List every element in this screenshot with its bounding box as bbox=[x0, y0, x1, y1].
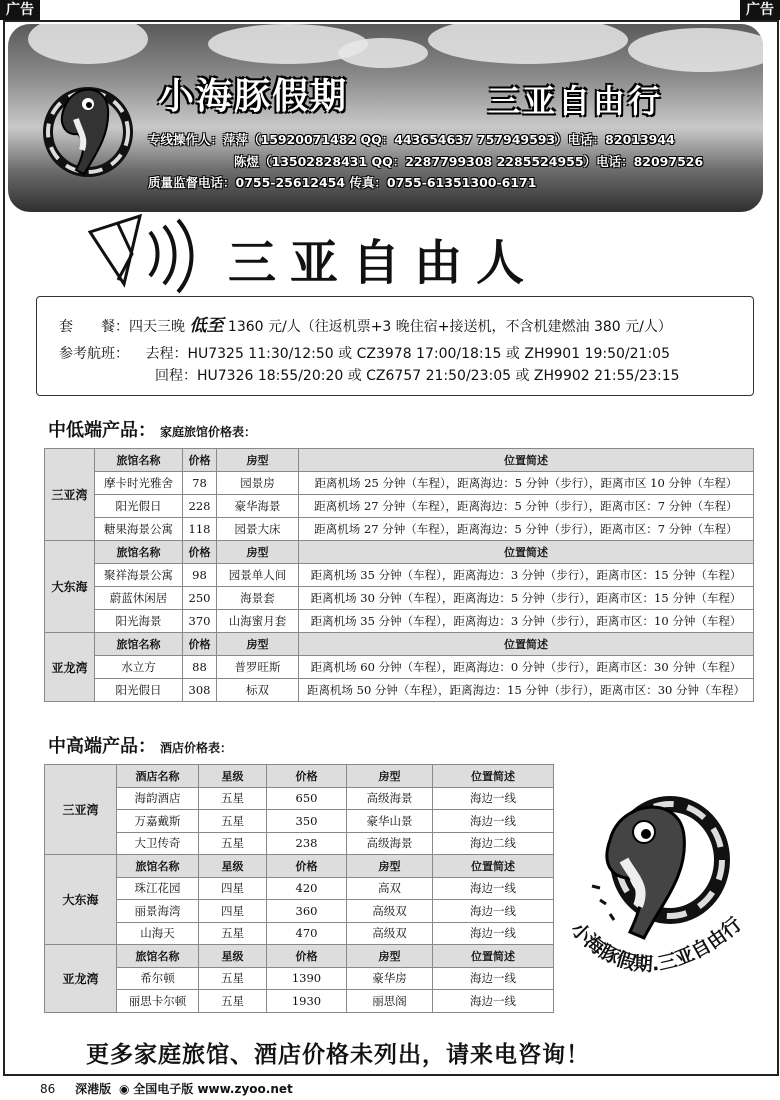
column-header: 星级 bbox=[199, 765, 267, 788]
table-cell: 距离机场 35 分钟（车程），距离海边：3 分钟（步行），距离市区：15 分钟（车程） bbox=[299, 564, 754, 587]
low-price-tag: 低至 bbox=[189, 316, 224, 336]
region-cell: 三亚湾 bbox=[45, 449, 95, 541]
column-header: 旅馆名称 bbox=[117, 855, 199, 878]
table-header-row bbox=[45, 541, 754, 564]
page-title: 三亚自由人 bbox=[228, 235, 539, 291]
table-cell: 山海蜜月套 bbox=[217, 610, 299, 633]
table-cell: 78 bbox=[183, 472, 217, 495]
table-cell: 希尔顿 bbox=[117, 967, 199, 990]
table-cell: 五星 bbox=[199, 810, 267, 833]
section-mid-low-sub: 家庭旅馆价格表： bbox=[160, 425, 257, 439]
table-cell: 糖果海景公寓 bbox=[95, 518, 183, 541]
table-cell: 距离机场 27 分钟（车程），距离海边：5 分钟（步行），距离市区：7 分钟（车程） bbox=[299, 518, 754, 541]
bottom-call-to-action: 更多家庭旅馆、酒店价格未列出，请来电咨询！ bbox=[86, 1042, 590, 1068]
table-cell: 高级双 bbox=[347, 922, 433, 945]
table-cell: 1930 bbox=[267, 990, 347, 1013]
table-row bbox=[45, 495, 754, 518]
megaphone-icon bbox=[88, 214, 198, 294]
table-cell: 距离机场 50 分钟（车程），距离海边：15 分钟（步行），距离市区：30 分钟（车程） bbox=[299, 679, 754, 702]
column-header: 位置简述 bbox=[433, 945, 554, 968]
table-cell: 距离机场 25 分钟（车程），距离海边：5 分钟（步行），距离市区 10 分钟（车程） bbox=[299, 472, 754, 495]
table-cell: 摩卡时光雅舍 bbox=[95, 472, 183, 495]
table-cell: 距离机场 27 分钟（车程），距离海边：5 分钟（步行），距离市区：7 分钟（车程） bbox=[299, 495, 754, 518]
column-header: 旅馆名称 bbox=[95, 633, 183, 656]
table-cell: 238 bbox=[267, 832, 347, 855]
site-label: 全国电子版 www.zyoo.net bbox=[133, 1082, 293, 1096]
table-cell: 228 bbox=[183, 495, 217, 518]
table-cell: 万嘉戴斯 bbox=[117, 810, 199, 833]
column-header: 房型 bbox=[347, 945, 433, 968]
table-cell: 豪华海景 bbox=[217, 495, 299, 518]
column-header: 位置简述 bbox=[299, 449, 754, 472]
header-banner bbox=[8, 24, 763, 212]
table-row bbox=[45, 810, 554, 833]
column-header: 房型 bbox=[217, 633, 299, 656]
column-header: 房型 bbox=[347, 855, 433, 878]
table-header-row bbox=[45, 855, 554, 878]
page-footer bbox=[40, 1080, 293, 1097]
section-mid-low-heading bbox=[48, 416, 256, 442]
table-header-row bbox=[45, 765, 554, 788]
table-cell: 高级双 bbox=[347, 900, 433, 923]
table-cell: 豪华山景 bbox=[347, 810, 433, 833]
table-row bbox=[45, 610, 754, 633]
column-header: 旅馆名称 bbox=[95, 449, 183, 472]
table-cell: 470 bbox=[267, 922, 347, 945]
ad-tag-left: 广告 bbox=[0, 0, 40, 20]
column-header: 房型 bbox=[347, 765, 433, 788]
hotel-table bbox=[44, 764, 554, 1013]
table-cell: 五星 bbox=[199, 787, 267, 810]
table-cell: 大卫传奇 bbox=[117, 832, 199, 855]
column-header: 酒店名称 bbox=[117, 765, 199, 788]
table-cell: 海边一线 bbox=[433, 967, 554, 990]
table-cell: 珠江花园 bbox=[117, 877, 199, 900]
table-row bbox=[45, 900, 554, 923]
table-row bbox=[45, 967, 554, 990]
table-row bbox=[45, 922, 554, 945]
table-cell: 距离机场 60 分钟（车程），距离海边：0 分钟（步行），距离市区：30 分钟（车程） bbox=[299, 656, 754, 679]
table-row bbox=[45, 990, 554, 1013]
table-cell: 370 bbox=[183, 610, 217, 633]
table-row bbox=[45, 787, 554, 810]
table-cell: 阳光假日 bbox=[95, 679, 183, 702]
table-header-row bbox=[45, 945, 554, 968]
column-header: 旅馆名称 bbox=[95, 541, 183, 564]
table-cell: 丽景海湾 bbox=[117, 900, 199, 923]
table-cell: 距离机场 30 分钟（车程），距离海边：5 分钟（步行），距离市区：15 分钟（车程） bbox=[299, 587, 754, 610]
table-row bbox=[45, 564, 754, 587]
table-cell: 高级海景 bbox=[347, 832, 433, 855]
table-row bbox=[45, 679, 754, 702]
table-cell: 88 bbox=[183, 656, 217, 679]
table-cell: 普罗旺斯 bbox=[217, 656, 299, 679]
table-cell: 海边一线 bbox=[433, 787, 554, 810]
column-header: 房型 bbox=[217, 541, 299, 564]
guesthouse-table bbox=[44, 448, 754, 702]
column-header: 价格 bbox=[183, 541, 217, 564]
ad-tag-right: 广告 bbox=[740, 0, 780, 20]
package-price: 1360 元/人（往返机票+3 晚住宿+接送机，不含机建燃油 380 元/人） bbox=[227, 319, 672, 335]
table-cell: 五星 bbox=[199, 832, 267, 855]
table-cell: 308 bbox=[183, 679, 217, 702]
contact-line-2: 陈煜（13502828431 QQ：2287799308 2285524955）电话：82097526 bbox=[234, 154, 704, 169]
table-cell: 水立方 bbox=[95, 656, 183, 679]
table-cell: 四星 bbox=[199, 877, 267, 900]
package-duration: 四天三晚 bbox=[129, 319, 185, 335]
table-cell: 1390 bbox=[267, 967, 347, 990]
table-header-row bbox=[45, 449, 754, 472]
region-cell: 大东海 bbox=[45, 855, 117, 945]
table-row bbox=[45, 656, 754, 679]
column-header: 旅馆名称 bbox=[117, 945, 199, 968]
table-cell: 标双 bbox=[217, 679, 299, 702]
table-cell: 海韵酒店 bbox=[117, 787, 199, 810]
table-header-row bbox=[45, 633, 754, 656]
section-mid-high-title: 中高端产品： bbox=[48, 736, 156, 757]
table-cell: 阳光假日 bbox=[95, 495, 183, 518]
column-header: 房型 bbox=[217, 449, 299, 472]
table-cell: 四星 bbox=[199, 900, 267, 923]
table-cell: 海边一线 bbox=[433, 877, 554, 900]
table-cell: 250 bbox=[183, 587, 217, 610]
table-cell: 350 bbox=[267, 810, 347, 833]
table-cell: 园景单人间 bbox=[217, 564, 299, 587]
mascot-caption bbox=[560, 900, 770, 1020]
section-mid-low-title: 中低端产品： bbox=[48, 420, 156, 441]
column-header: 位置简述 bbox=[299, 633, 754, 656]
brand-name: 小海豚假期 bbox=[158, 76, 349, 117]
table-cell: 聚祥海景公寓 bbox=[95, 564, 183, 587]
table-cell: 420 bbox=[267, 877, 347, 900]
brand-tagline: 三亚自由行 bbox=[488, 82, 664, 120]
flights-label: 参考航班： bbox=[59, 346, 129, 362]
table-cell: 360 bbox=[267, 900, 347, 923]
table-row bbox=[45, 472, 754, 495]
column-header: 位置简述 bbox=[299, 541, 754, 564]
column-header: 价格 bbox=[267, 765, 347, 788]
region-cell: 亚龙湾 bbox=[45, 945, 117, 1013]
table-cell: 海边一线 bbox=[433, 990, 554, 1013]
table-cell: 海边一线 bbox=[433, 900, 554, 923]
column-header: 价格 bbox=[183, 449, 217, 472]
table-cell: 五星 bbox=[199, 990, 267, 1013]
table-cell: 豪华房 bbox=[347, 967, 433, 990]
contact-line-1: 专线操作人：萍萍（15920071482 QQ：443654637 757949593）电话：82013944 bbox=[148, 132, 675, 147]
table-row bbox=[45, 877, 554, 900]
edition-logo-icon: ◉ bbox=[118, 1082, 130, 1096]
outbound-flights: 去程：HU7325 11:30/12:50 或 CZ3978 17:00/18:15 或 ZH9901 19:50/21:05 bbox=[145, 346, 670, 362]
table-cell: 阳光海景 bbox=[95, 610, 183, 633]
region-cell: 三亚湾 bbox=[45, 765, 117, 855]
table-cell: 园景大床 bbox=[217, 518, 299, 541]
table-cell: 海边一线 bbox=[433, 922, 554, 945]
table-cell: 海边二线 bbox=[433, 832, 554, 855]
package-scroll bbox=[36, 296, 754, 396]
table-cell: 丽思卡尔顿 bbox=[117, 990, 199, 1013]
section-mid-high-sub: 酒店价格表： bbox=[160, 741, 233, 755]
table-cell: 距离机场 35 分钟（车程），距离海边：3 分钟（步行），距离市区：10 分钟（车程） bbox=[299, 610, 754, 633]
package-label: 套 餐： bbox=[59, 319, 129, 335]
region-cell: 大东海 bbox=[45, 541, 95, 633]
table-cell: 园景房 bbox=[217, 472, 299, 495]
dolphin-logo-icon bbox=[36, 74, 136, 184]
svg-text:小海豚假期.三亚自由行 bbox=[566, 912, 746, 975]
return-flights: 回程：HU7326 18:55/20:20 或 CZ6757 21:50/23:05 或 ZH9902 21:55/23:15 bbox=[155, 368, 680, 384]
section-mid-high-heading bbox=[48, 732, 232, 758]
table-cell: 山海天 bbox=[117, 922, 199, 945]
table-cell: 98 bbox=[183, 564, 217, 587]
table-cell: 海景套 bbox=[217, 587, 299, 610]
column-header: 位置简述 bbox=[433, 765, 554, 788]
table-cell: 高双 bbox=[347, 877, 433, 900]
table-cell: 蔚蓝休闲居 bbox=[95, 587, 183, 610]
mascot-caption-text: 小海豚假期.三亚自由行 bbox=[566, 913, 746, 976]
column-header: 价格 bbox=[267, 945, 347, 968]
table-cell: 丽思阁 bbox=[347, 990, 433, 1013]
region-cell: 亚龙湾 bbox=[45, 633, 95, 702]
column-header: 星级 bbox=[199, 945, 267, 968]
column-header: 价格 bbox=[183, 633, 217, 656]
edition-label: 深港版 bbox=[75, 1082, 112, 1096]
table-row bbox=[45, 587, 754, 610]
contact-line-3: 质量监督电话：0755-25612454 传真：0755-61351300-6171 bbox=[148, 175, 537, 190]
table-cell: 海边一线 bbox=[433, 810, 554, 833]
column-header: 位置简述 bbox=[433, 855, 554, 878]
table-row bbox=[45, 518, 754, 541]
column-header: 价格 bbox=[267, 855, 347, 878]
column-header: 星级 bbox=[199, 855, 267, 878]
table-cell: 高级海景 bbox=[347, 787, 433, 810]
table-cell: 118 bbox=[183, 518, 217, 541]
table-cell: 650 bbox=[267, 787, 347, 810]
table-cell: 五星 bbox=[199, 967, 267, 990]
table-cell: 五星 bbox=[199, 922, 267, 945]
page-number: 86 bbox=[40, 1082, 56, 1096]
table-row bbox=[45, 832, 554, 855]
